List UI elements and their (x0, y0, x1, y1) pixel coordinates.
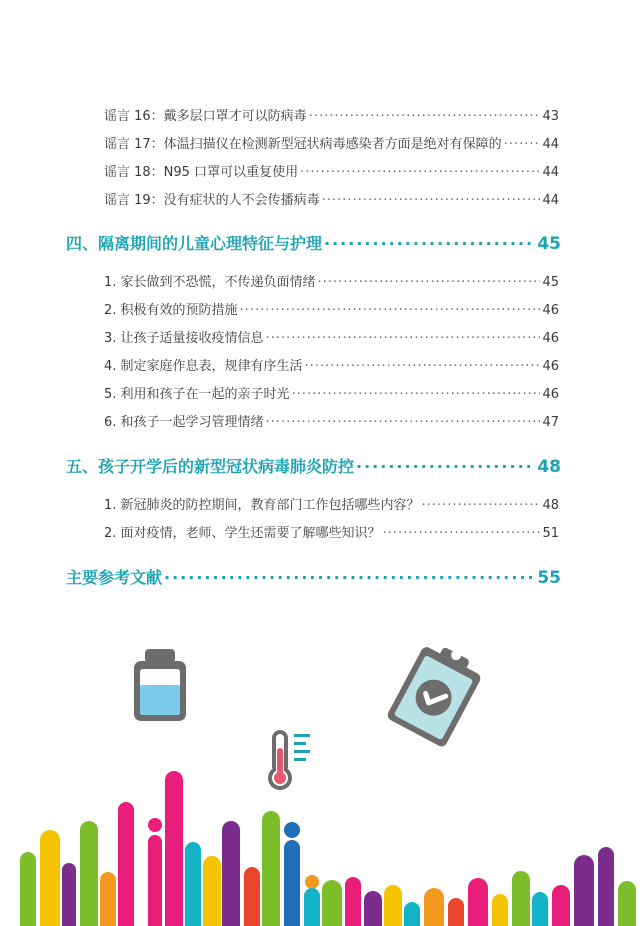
toc-entry-page: 43 (542, 109, 559, 124)
toc-entry-title: 谣言 17：体温扫描仪在检测新型冠状病毒感染者方面是绝对有保障的 (104, 137, 502, 152)
decorative-color-bars (0, 770, 640, 926)
toc-leader-dots (292, 386, 541, 404)
toc-entry[interactable] (104, 108, 559, 126)
clipboard-check-icon (380, 640, 490, 750)
toc-leader-dots (383, 525, 541, 543)
toc-entry-page: 46 (542, 331, 559, 346)
toc-entry-title: 6. 和孩子一起学习管理情绪 (104, 415, 264, 430)
toc-entry[interactable] (104, 274, 559, 292)
toc-leader-dots (356, 456, 535, 478)
toc-leader-dots (300, 164, 540, 182)
toc-section-page: 45 (537, 234, 561, 254)
toc-leader-dots (318, 274, 541, 292)
toc-entry-page: 51 (542, 526, 559, 541)
toc-entry-title: 1. 家长做到不恐慌，不传递负面情绪 (104, 275, 316, 290)
toc-entry[interactable] (104, 414, 559, 432)
toc-entry-title: 4. 制定家庭作息表，规律有序生活 (104, 359, 303, 374)
toc-leader-dots (309, 108, 541, 126)
toc-entry-page: 44 (542, 165, 559, 180)
toc-leader-dots (422, 497, 541, 515)
toc-entry[interactable] (104, 497, 559, 515)
toc-entry[interactable] (104, 386, 559, 404)
toc-entry-title: 2. 积极有效的预防措施 (104, 303, 238, 318)
toc-entry-page: 44 (542, 193, 559, 208)
toc-section-title: 五、孩子开学后的新型冠状病毒肺炎防控 (66, 457, 355, 476)
toc-leader-dots (305, 358, 541, 376)
toc-references-heading[interactable] (66, 567, 561, 589)
toc-section-title: 主要参考文献 (66, 568, 163, 587)
color-bar-group (20, 771, 636, 926)
toc-entry[interactable] (104, 164, 559, 182)
toc-entry[interactable] (104, 302, 559, 320)
toc-entry[interactable] (104, 358, 559, 376)
toc-leader-dots (164, 567, 535, 589)
toc-entry-page: 44 (542, 137, 559, 152)
toc-entry[interactable] (104, 525, 559, 543)
toc-entry-title: 谣言 18：N95 口罩可以重复使用 (104, 165, 299, 180)
toc-entry-page: 46 (542, 387, 559, 402)
toc-entry-page: 45 (542, 275, 559, 290)
bottle-icon (130, 645, 190, 725)
toc-section-heading[interactable] (66, 456, 561, 478)
toc-leader-dots (240, 302, 541, 320)
toc-leader-dots (504, 136, 541, 154)
toc-section-title: 四、隔离期间的儿童心理特征与护理 (66, 234, 323, 253)
toc-entry[interactable] (104, 192, 559, 210)
toc-entry-page: 46 (542, 303, 559, 318)
toc-entry-title: 5. 利用和孩子在一起的亲子时光 (104, 387, 290, 402)
toc-entry-title: 2. 面对疫情，老师、学生还需要了解哪些知识？ (104, 526, 381, 541)
toc-entry-page: 46 (542, 359, 559, 374)
toc-leader-dots (324, 233, 535, 255)
toc-leader-dots (266, 330, 541, 348)
toc-leader-dots (266, 414, 541, 432)
toc-entry-page: 48 (542, 498, 559, 513)
toc-entry-page: 47 (542, 415, 559, 430)
toc-entry-title: 3. 让孩子适量接收疫情信息 (104, 331, 264, 346)
toc-entry[interactable] (104, 136, 559, 154)
toc-entry-title: 1. 新冠肺炎的防控期间，教育部门工作包括哪些内容？ (104, 498, 420, 513)
toc-entry[interactable] (104, 330, 559, 348)
toc-section-page: 55 (537, 568, 561, 588)
toc-entry-title: 谣言 19：没有症状的人不会传播病毒 (104, 193, 320, 208)
toc-section-heading[interactable] (66, 233, 561, 255)
toc-section-page: 48 (537, 457, 561, 477)
toc-entry-title: 谣言 16：戴多层口罩才可以防病毒 (104, 109, 307, 124)
toc-leader-dots (322, 192, 541, 210)
